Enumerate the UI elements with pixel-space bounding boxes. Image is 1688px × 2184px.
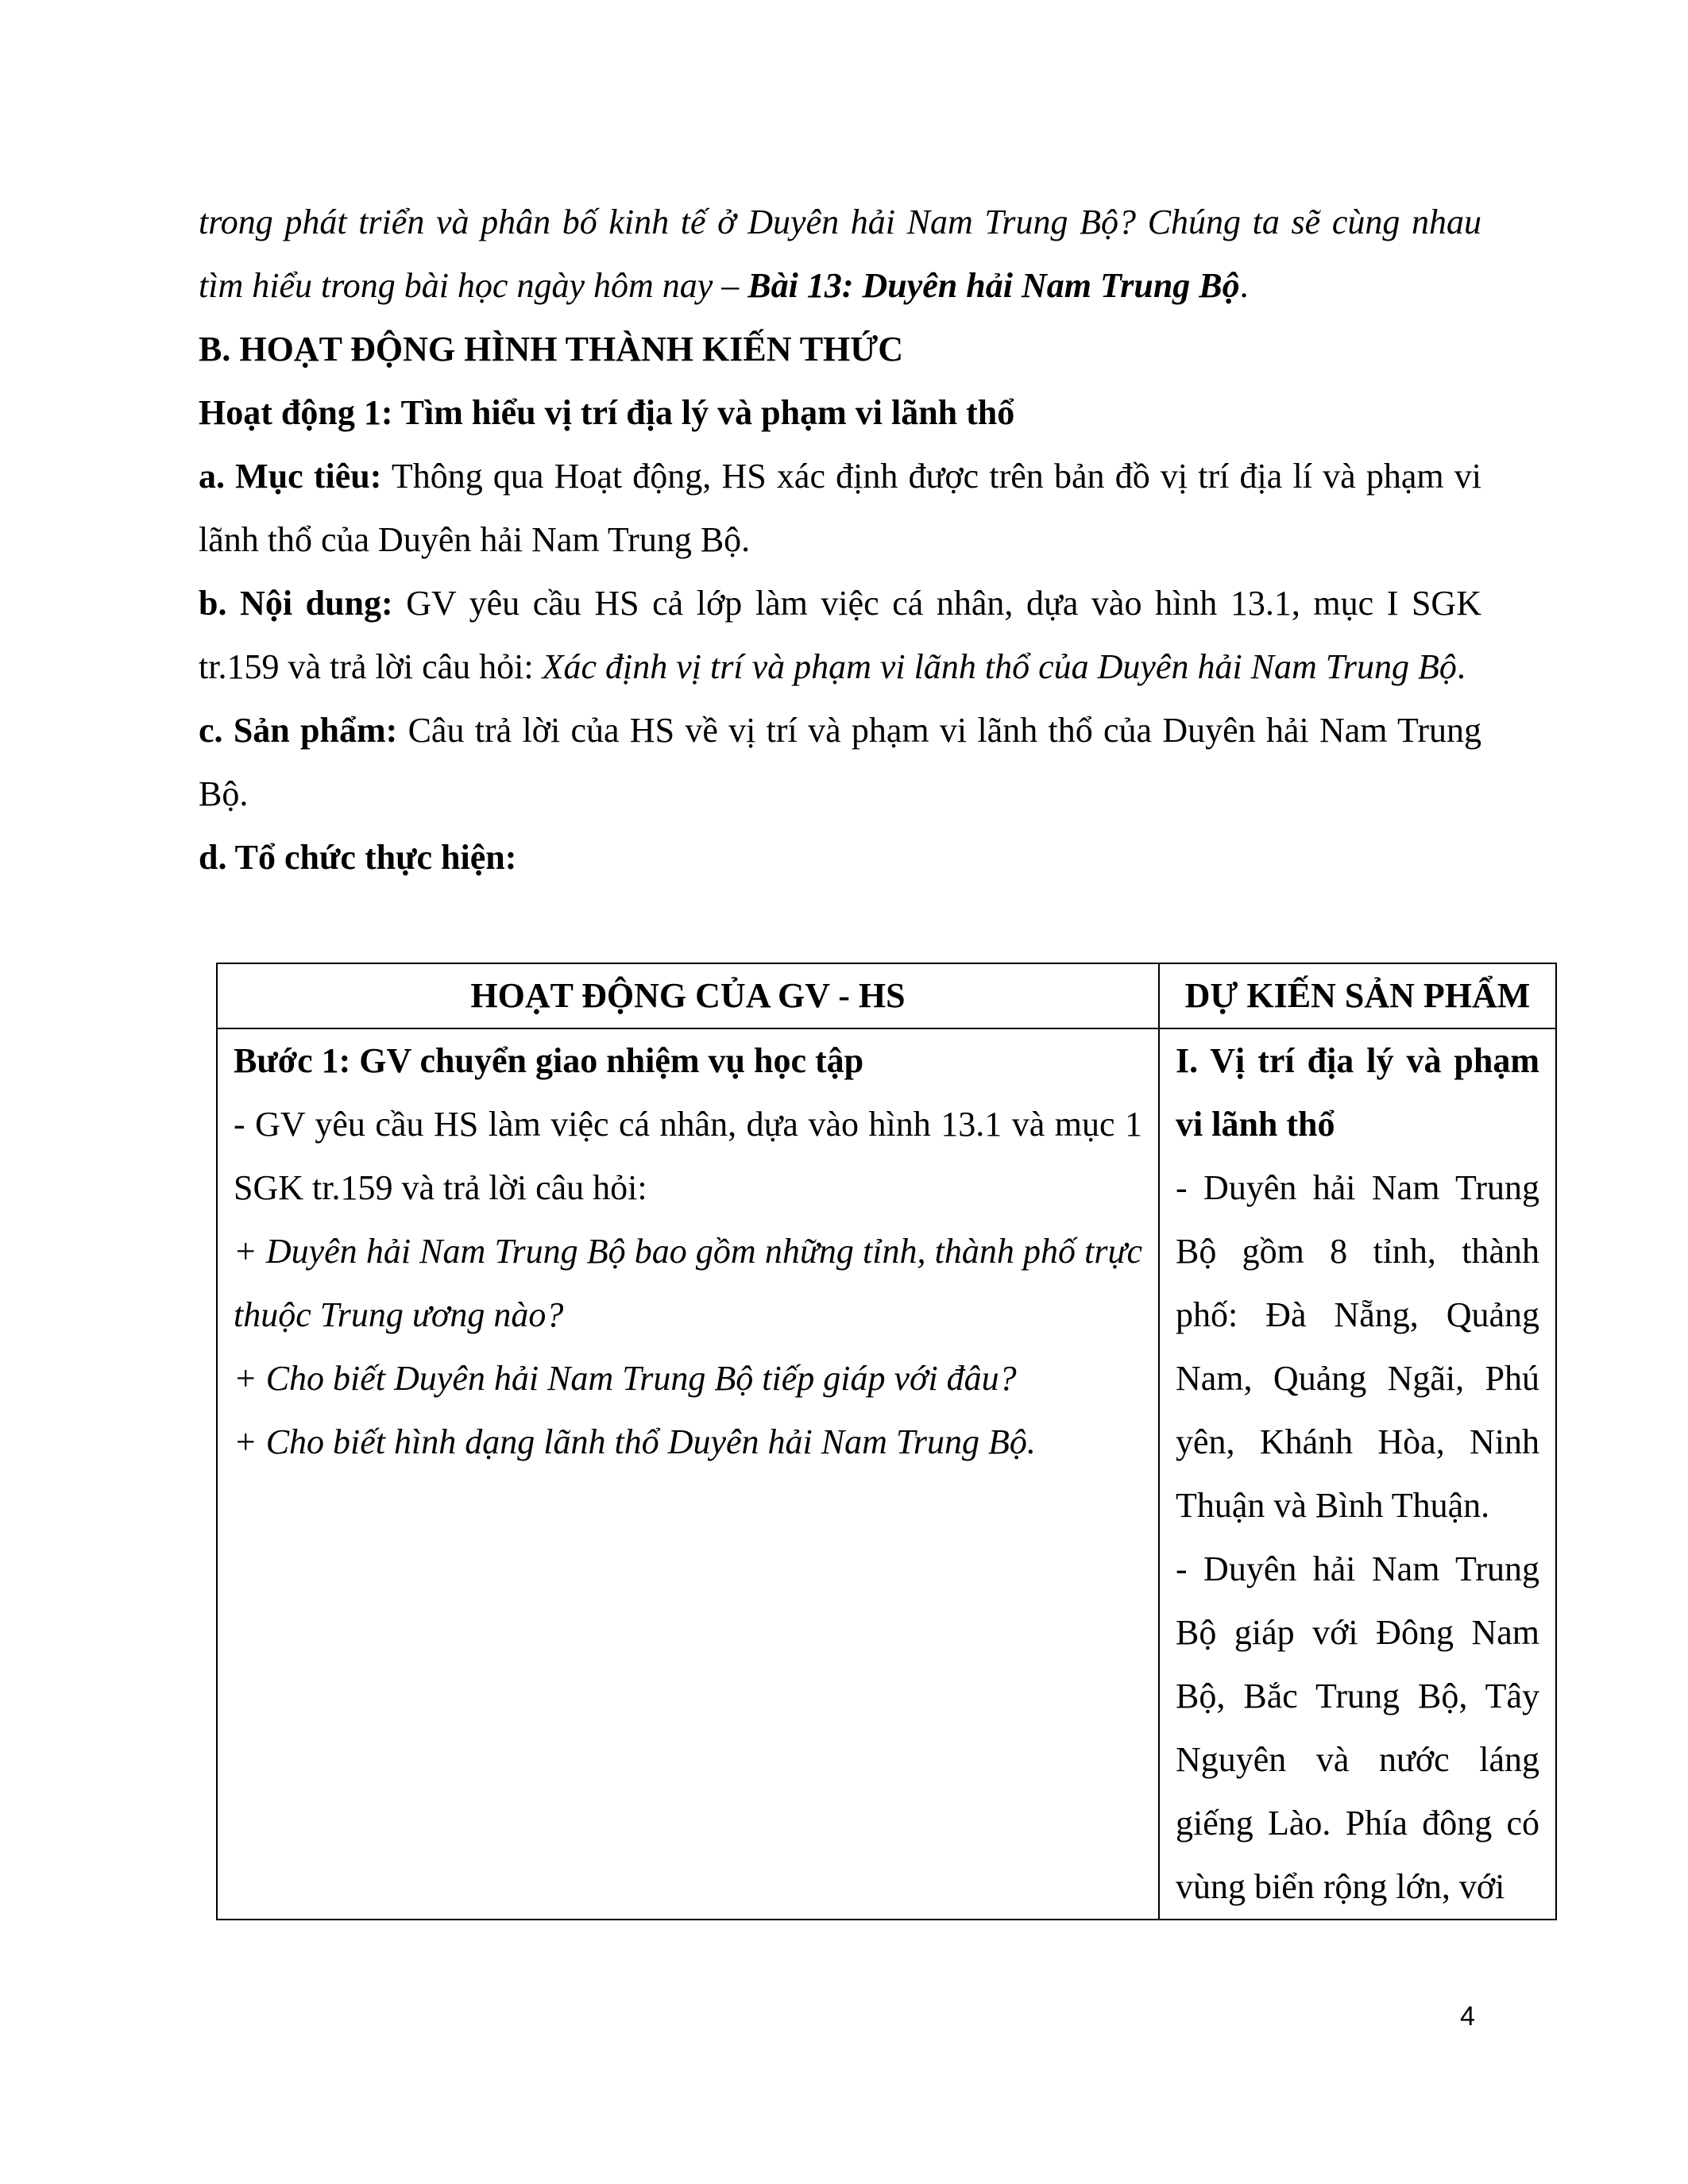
result-point: - Duyên hải Nam Trung Bộ giáp với Đông Nam Bộ, Bắc Trung Bộ, Tây Nguyên và nước láng giếng Lào. Phía đông có vùng biển rộng lớn, với [1176, 1549, 1539, 1906]
table-header-row [217, 963, 1556, 1028]
lesson-title: Bài 13: Duyên hải Nam Trung Bộ [747, 266, 1240, 305]
document-body [199, 191, 1481, 889]
product-label: c. Sản phẩm: [199, 711, 398, 750]
activity-title: Hoạt động 1: Tìm hiểu vị trí địa lý và phạm vi lãnh thổ [199, 393, 1015, 432]
intro-italic: trong phát triển và phân bố kinh tế ở Duyên hải Nam Trung Bộ? Chúng ta sẽ cùng nhau tìm hiểu trong bài học ngày hôm nay – [199, 203, 1481, 305]
step1-instruction: - GV yêu cầu HS làm việc cá nhân, dựa vào hình 13.1 và mục 1 SGK tr.159 và trả lời câu hỏi: [234, 1105, 1142, 1207]
header-products: DỰ KIẾN SẢN PHẨM [1159, 963, 1556, 1028]
question-item: + Cho biết hình dạng lãnh thổ Duyên hải Nam Trung Bộ. [234, 1422, 1036, 1461]
table-row [217, 1028, 1556, 1920]
page-number: 4 [1460, 2001, 1475, 2032]
product-text: Câu trả lời của HS về vị trí và phạm vi lãnh thổ của Duyên hải Nam Trung Bộ. [199, 711, 1481, 813]
content-text: GV yêu cầu HS cả lớp làm việc cá nhân, dựa vào hình 13.1, mục I SGK tr.159 và trả lời câu hỏi: [199, 584, 1481, 686]
content-label: b. Nội dung: [199, 584, 393, 623]
section-heading: B. HOẠT ĐỘNG HÌNH THÀNH KIẾN THỨC [199, 330, 904, 369]
result-title: I. Vị trí địa lý và phạm vi lãnh thổ [1176, 1041, 1539, 1144]
organization-heading: d. Tổ chức thực hiện: [199, 838, 517, 877]
objective-label: a. Mục tiêu: [199, 457, 382, 496]
activity-table [216, 963, 1557, 1920]
content-paragraph [199, 572, 1481, 699]
product-paragraph [199, 699, 1481, 826]
content-question: Xác định vị trí và phạm vi lãnh thổ của Duyên hải Nam Trung Bộ [542, 647, 1457, 686]
intro-paragraph [199, 191, 1481, 318]
objective-paragraph [199, 445, 1481, 572]
objective-text: Thông qua Hoạt động, HS xác định được trên bản đồ vị trí địa lí và phạm vi lãnh thổ của Duyên hải Nam Trung Bộ. [199, 457, 1482, 559]
question-item: + Duyên hải Nam Trung Bộ bao gồm những tỉnh, thành phố trực thuộc Trung ương nào? [234, 1232, 1142, 1334]
question-item: + Cho biết Duyên hải Nam Trung Bộ tiếp giáp với đâu? [234, 1359, 1017, 1398]
result-point: - Duyên hải Nam Trung Bộ gồm 8 tỉnh, thành phố: Đà Nẵng, Quảng Nam, Quảng Ngãi, Phú yên, Khánh Hòa, Ninh Thuận và Bình Thuận. [1176, 1168, 1539, 1525]
intro-end: . [1239, 266, 1249, 305]
products-cell [1159, 1028, 1556, 1920]
activities-cell [217, 1028, 1159, 1920]
header-activities: HOẠT ĐỘNG CỦA GV - HS [217, 963, 1159, 1028]
content-end: . [1456, 647, 1466, 686]
step1-title: Bước 1: GV chuyển giao nhiệm vụ học tập [234, 1041, 864, 1080]
